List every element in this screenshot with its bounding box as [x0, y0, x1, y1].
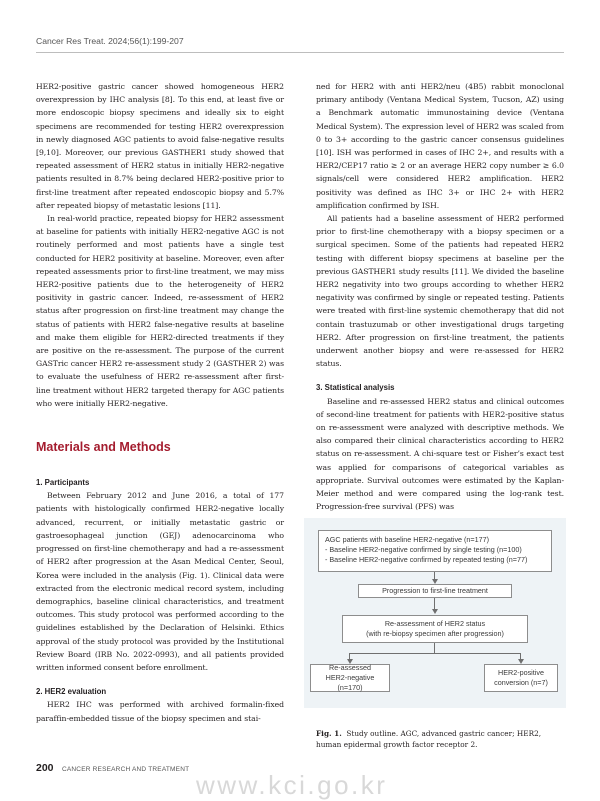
flow-box-positive-line-2: conversion (n=7)	[494, 678, 548, 687]
flow-box-reassessment	[342, 615, 528, 643]
flow-box-baseline-line-2: - Baseline HER2-negative confirmed by single testing (n=100)	[325, 545, 522, 555]
connector-3	[434, 643, 435, 653]
page-number: 200	[36, 762, 54, 774]
watermark: www.kci.go.kr	[196, 770, 388, 800]
flow-box-baseline-line-1: AGC patients with baseline HER2-negative (n=177)	[325, 535, 490, 544]
participants-paragraph: Between February 2012 and June 2016, a total of 177 patients with histologically confirmed HER2-negative locally advanced, recurrent, or initially metastatic gastric or gastroesophageal junction (GEJ) adenocarcinoma who progressed on first-line chemotherapy and had a re-assessment of HER2 after progression at the Asan Medical Center, Seoul, Korea were included in the analysis (Fig. 1). Clinical data were extracted from the electronic medical record system, including demographics, baseline clinical characteristics, and treatment outcomes. This study protocol was performed according to the guidelines established by the Declaration of Helsinki. Ethics approval of the study protocol was provided by the Institutional Review Board (IRB No. 2022-0993), and all patients provided written informed consent before enrollment.	[36, 491, 284, 672]
section-title-methods: Materials and Methods	[36, 440, 171, 455]
her2-evaluation-paragraph-cont: ned for HER2 with anti HER2/neu (4B5) rabbit monoclonal primary antibody (Ventana Medical System, Tucson, AZ) using a Benchmark automatic immunostaining device (Ventana Medical System). The expression level of HER2 was scaled from 0 to 3+ according to the gastric cancer consensus guidelines [10]. ISH was performed in cases of IHC 2+, and results with a HER2/CEP17 ratio ≥ 2 or an average HER2 copy number ≥ 6.0 signals/cell were considered HER2 amplification. HER2 positivity was defined as IHC 3+ or IHC 2+ with HER2 amplification confirmed by ISH.	[316, 82, 564, 210]
flow-box-progression	[358, 584, 512, 598]
connector-branch	[349, 653, 521, 654]
figure-caption-text: Study outline. AGC, advanced gastric cancer; HER2, human epidermal growth factor receptor 2.	[316, 729, 542, 749]
figure-caption-label: Fig. 1.	[316, 729, 342, 738]
her2-evaluation-paragraph-start: HER2 IHC was performed with archived formalin-fixed paraffin-embedded tissue of the biopsy specimen and stai-	[36, 700, 284, 723]
running-header: Cancer Res Treat. 2024;56(1):199-207	[36, 36, 184, 46]
subheading-her2-evaluation: 2. HER2 evaluation	[36, 687, 107, 697]
study-outline-figure	[304, 518, 566, 708]
flow-box-reassessment-line-1: Re-assessment of HER2 status	[384, 618, 486, 628]
subheading-statistical-analysis: 3. Statistical analysis	[316, 383, 395, 393]
flow-box-negative-line-2: HER2-negative (n=170)	[325, 672, 375, 693]
flow-box-baseline	[318, 530, 552, 572]
intro-paragraph-2: In real-world practice, repeated biopsy for HER2 assessment at baseline for patients with initially HER2-negative AGC is not routinely performed and most patients have a single test conducted for HER2 positivity at baseline. Moreover, even after repeated assessments prior to first-line treatment, we may miss HER2-positive patients due to the heterogeneity of HER2 positivity in gastric cancer. Indeed, re-assessment of HER2 status after progression on first-line treatment may change the status of patients with HER2 false-negative results at baseline and make them eligible for HER2-directed treatments if they are positive on the re-assessment. The purpose of the current GASTric cancer HER2 re-assessment study 2 (GASTHER 2) was to evaluate the usefulness of HER2 re-assessment after first-line treatment without HER2 targeted therapy for AGC patients who were initially HER2-negative.	[36, 214, 284, 408]
right-column	[316, 80, 564, 514]
flow-box-negative-line-1: Re-assessed	[329, 662, 371, 672]
arrow-2	[432, 609, 438, 614]
subheading-participants: 1. Participants	[36, 478, 90, 488]
statistics-paragraph: Baseline and re-assessed HER2 status and clinical outcomes of second-line treatment for patients with HER2-positive status on re-assessment were analyzed with descriptive methods. We also compared their clinical characteristics according to HER2 status on re-assessment. A chi-square test or Fisher’s exact test was applied for comparisons of categorical variables as appropriate. Survival outcomes were estimated by the Kaplan-Meier method and were compared using the log-rank test. Progression-free survival (PFS) was	[316, 396, 564, 512]
figure-caption	[316, 728, 564, 750]
flow-box-baseline-line-3: - Baseline HER2-negative confirmed by repeated testing (n=77)	[325, 555, 528, 565]
intro-paragraph-1: HER2-positive gastric cancer showed homogeneous HER2 overexpression by IHC analysis [8]. To this end, at least five or more endoscopic biopsy specimens and ideally six to eight specimens are recommended for testing HER2 overexpression in newly diagnosed AGC patients to avoid false-negative results [9,10]. Moreover, our previous GASTHER1 study showed that repeated assessment of HER2 status in initially HER2-negative patients resulted in 8.7% being declared HER2-positive prior to first-line treatment after repeated endoscopic biopsy and 5.7% after repeated biopsy of metastatic lesions [11].	[36, 82, 284, 210]
left-column	[36, 80, 284, 725]
flow-box-progression-label: Progression to first-line treatment	[382, 585, 488, 595]
flow-box-reassessment-line-2: (with re-biopsy specimen after progression)	[366, 629, 504, 638]
flow-box-reassessed-negative	[310, 664, 390, 692]
page-footer	[36, 758, 189, 776]
baseline-paragraph: All patients had a baseline assessment of HER2 performed prior to first-line chemotherapy with a biopsy specimen or a surgical specimen. Some of the patients had repeated HER2 testing with different biopsy specimens at baseline per the previous GASTHER1 study results [11]. We divided the baseline HER2 negativity into two groups according to whether HER2 negativity was confirmed by single or repeated testing. Patients were treated with first-line systemic chemotherapy that did not contain trastuzumab or other investigational drugs targeting HER2. After progression on first-line treatment, the patients underwent another biopsy and were re-assessed for HER2 status.	[316, 214, 564, 369]
journal-name: CANCER RESEARCH AND TREATMENT	[61, 766, 190, 773]
flow-box-positive-line-1: HER2-positive	[498, 667, 544, 677]
header-divider	[36, 52, 564, 53]
flow-box-positive-conversion	[484, 664, 558, 692]
